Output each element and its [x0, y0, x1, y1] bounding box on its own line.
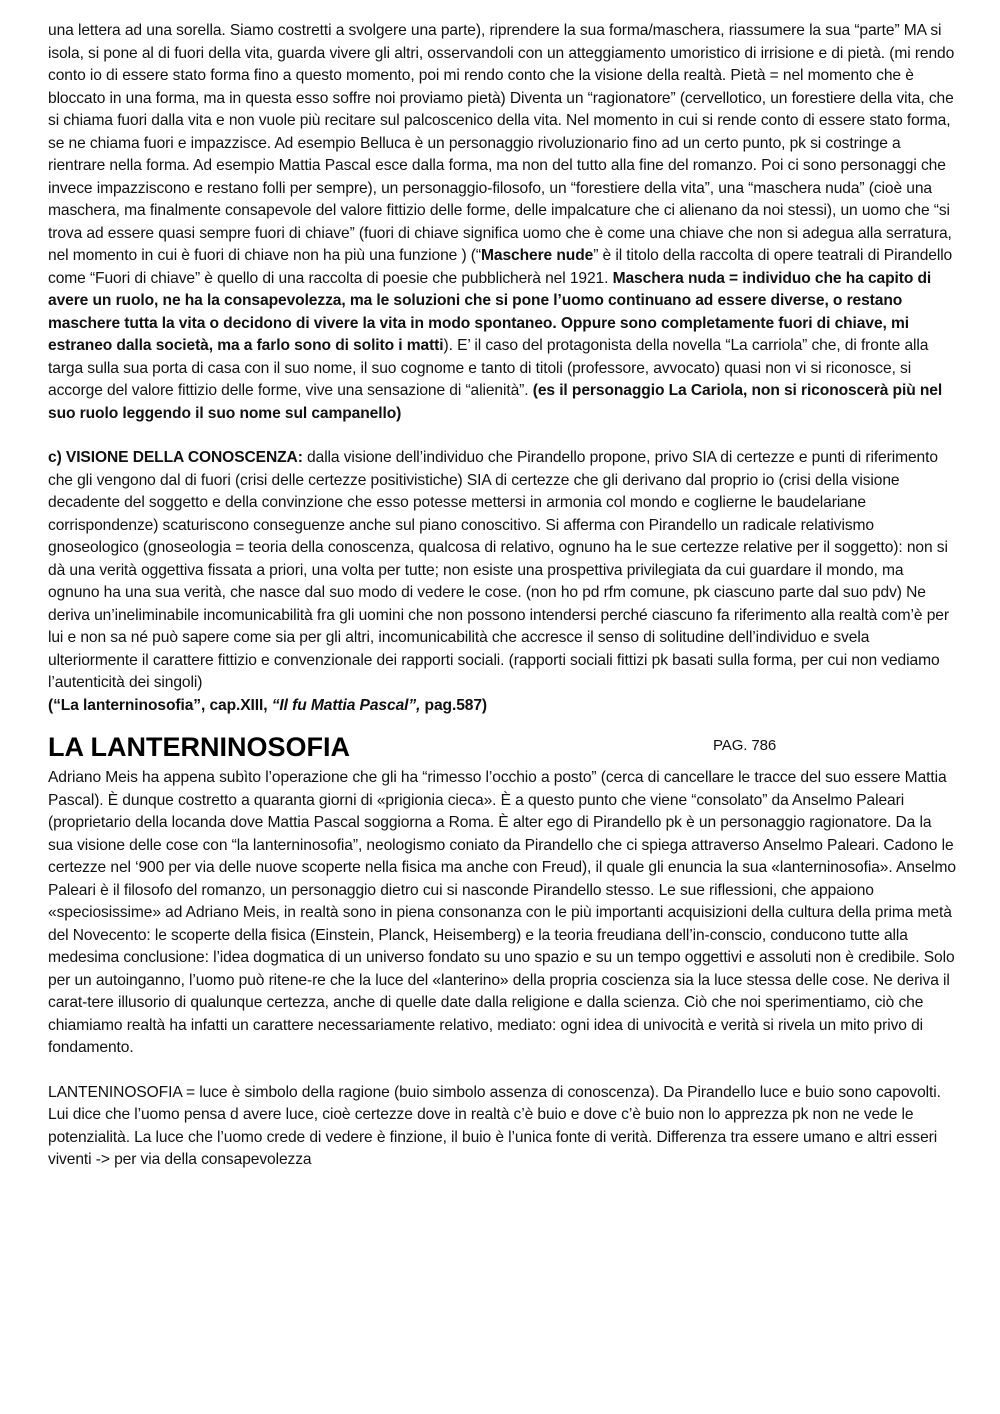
section-title: LA LANTERNINOSOFIA — [48, 732, 350, 762]
paragraph-definition: LANTENINOSOFIA = luce è simbolo della ragione (buio simbolo assenza di conoscenza). Da Pirandello luce e buio sono capovolti. Lui dice che l’uomo pensa d avere luce, cioè certezze dove in realtà c’è buio e dove c’è buio non lo apprezza pk non ne vede le potenzialità. La luce che l’uomo crede di vedere è finzione, il buio è l’unica fonte di verità. Differenza tra essere umano e altri esseri viventi -> per via della consapevolezza — [48, 1083, 941, 1168]
paragraph-gap — [48, 1060, 958, 1082]
reference-line — [48, 695, 958, 718]
text-run: dalla visione dell’individuo che Pirandello propone, privo SIA di certezze e punti di riferimento che gli vengono dal di fuori (crisi delle certezze positivistiche) SIA di certezze che gli derivano dal proprio io (crisi della visione decadente del soggetto e della convinzione che esso potesse mettersi in armonia col mondo e coglierne le baudelariane corrispondenze) scaturiscono conseguenze anche sul piano conoscitivo. Si afferma con Pirandello un radicale relativismo gnoseologico (gnoseologia = teoria della conoscenza, qualcosa di relativo, ognuno ha le sue certezze relative per il soggetto): non si dà una verità oggettiva fissata a priori, una volta per tutte; non esiste una prospettiva privilegiata da cui guardare il mondo, ma ognuno ha una sua verità, che nasce dal suo modo di vedere le cose. (non ho pd rfm comune, pk ciascuno parte dal suo pdv) Ne deriva un’ineliminabile incomunicabilità fra gli uomini che non possono intendersi perché ciascuno fa riferimento alla realtà com’è per lui e non sa né può sapere come sia per gli altri, incomunicabilità che accresce il senso di solitudine dell’individuo e svela ulteriormente il carattere fittizio e convenzionale dei rapporti sociali. (rapporti sociali fittizi pk basati sulla forma, per cui non vediamo l’autenticità dei singoli) — [48, 449, 949, 691]
section-heading-row — [48, 727, 958, 767]
document-page — [48, 20, 958, 1172]
text-run: ” è il titolo della raccolta di opere teatrali di Pirandello come “Fuori di chiave” è quello di una raccolta di poesie che pubblicherà nel 1921. — [48, 247, 953, 287]
text-run: una lettera ad una sorella. Siamo costretti a svolgere una parte), riprendere la sua forma/maschera, riassumere la sua “parte” MA si isola, si pone al di fuori della vita, guarda vivere gli altri, osservandoli con un atteggiamento umoristico di irrisione e di pietà. (mi rendo conto io di essere stato forma fino a questo momento, poi mi rendo conto che la visione della realtà. Pietà = nel momento che è bloccato in una forma, ma in questa esso soffre noi proviamo pietà) Diventa un “ragionatore” (cervellotico, un forestiere della vita, che si chiama fuori dalla vita e non vuole più recitare sul palcoscenico della vita. Nel momento in cui si rende conto di essere stato forma, se ne chiama fuori e impazzisce. Ad esempio Belluca è un personaggio rivoluzionario fino ad un certo punto, pk si costringe a rientrare nella forma. Ad esempio Mattia Pascal esce dalla forma, ma non del tutto alla fine del romanzo. Poi ci sono personaggi che invece impazziscono e restano folli per sempre), un personaggio-filosofo, un “forestiere della vita”, una “maschera nuda” (cioè una maschera, ma finalmente consapevole del valore fittizio delle forme, delle impalcature che ci alienano da noi stessi), un uomo che “si trova ad essere quasi sempre fuori di chiave” (fuori di chiave significa uomo che è come una chiave che non si adegua alla serratura, nel momento in cui è fuori di chiave non ha più una funzione ) (“ — [48, 22, 955, 264]
reference-part: (“La lanterninosofia”, cap.XIII, — [48, 696, 272, 714]
paragraph-gap — [48, 425, 958, 447]
reference-book-title: “Il fu Mattia Pascal”, — [271, 696, 421, 714]
bold-run: Maschera nuda = individuo che ha capito di avere un ruolo, ne ha la consapevolezza, ma le soluzioni che si pone l’uomo continuano ad essere diverse, o restano maschere tutta la vita o decidono di vivere la vita in modo spontaneo. Oppure sono completamente fuori di chiave, mi estraneo dalla società, ma a farlo sono di solito i matti — [48, 269, 932, 354]
section-label: c) VISIONE DELLA CONOSCENZA: — [48, 449, 303, 466]
paragraph-lanterninosofia: Adriano Meis ha appena subìto l’operazione che gli ha “rimesso l’occhio a posto” (cerca di cancellare le tracce del suo essere Mattia Pascal). È dunque costretto a quaranta giorni di «prigionia cieca». È a questo punto che viene “consolato” da Anselmo Paleari (proprietario della locanda dove Mattia Pascal soggiorna a Roma. È alter ego di Pirandello pk è un personaggio ragionatore. Da la sua visione delle cose con “la lanterninosofia”, neologismo coniato da Pirandello che ci spiega attraverso Anselmo Paleari. Cadono le certezze nel ‘900 per via delle nuove scoperte nella fisica ma anche con Freud), il quale gli enuncia la sua «lanterninosofia». Anselmo Paleari è il filosofo del romanzo, un personaggio dietro cui si nasconde Pirandello stesso. Le sue riflessioni, che appaiono «speciosissime» ad Adriano Meis, in realtà sono in piena consonanza con le più importanti acquisizioni della cultura della prima metà del Novecento: le scoperte della fisica (Einstein, Planck, Heisemberg) e la teoria freudiana dell’in-conscio, conducono tutte alla medesima conclusione: l’idea dogmatica di un universo fondato su uno spazio e su un tempo oggettivi e assoluti non è credibile. Solo per un autoinganno, l’uomo può ritene-re che la luce del «lanterino» della propria coscienza sia la luce stessa delle cose. Ne deriva il carat-tere illusorio di qualunque certezza, anche di quelle date dalla religione e dalla scienza. Ciò che noi sperimentiamo, ciò che chiamiamo realtà ha infatti un carattere necessariamente relativo, mediato: ogni idea di univocità e verità si rivela un mito privo di fondamento. — [48, 769, 956, 1056]
reference-part: pag.587) — [420, 696, 488, 714]
paragraph-maschera-nuda — [48, 20, 958, 425]
bold-run: Maschere nude — [480, 247, 594, 264]
page-reference: PAG. 786 — [713, 737, 777, 754]
text-run: ). E’ il caso del protagonista della novella “La carriola” che, di fronte alla targa sulla sua porta di casa con il suo nome, il suo cognome e tanto di titoli (professore, avvocato) quasi non vi si riconosce, si accorge del valore fittizio delle forme, vive una sensazione di “alienità”. — [48, 337, 929, 399]
paragraph-visione-conoscenza — [48, 447, 958, 695]
bold-run: (es il personaggio La Cariola, non si riconoscerà più nel suo ruolo leggendo il suo nome sul campanello) — [48, 382, 943, 422]
